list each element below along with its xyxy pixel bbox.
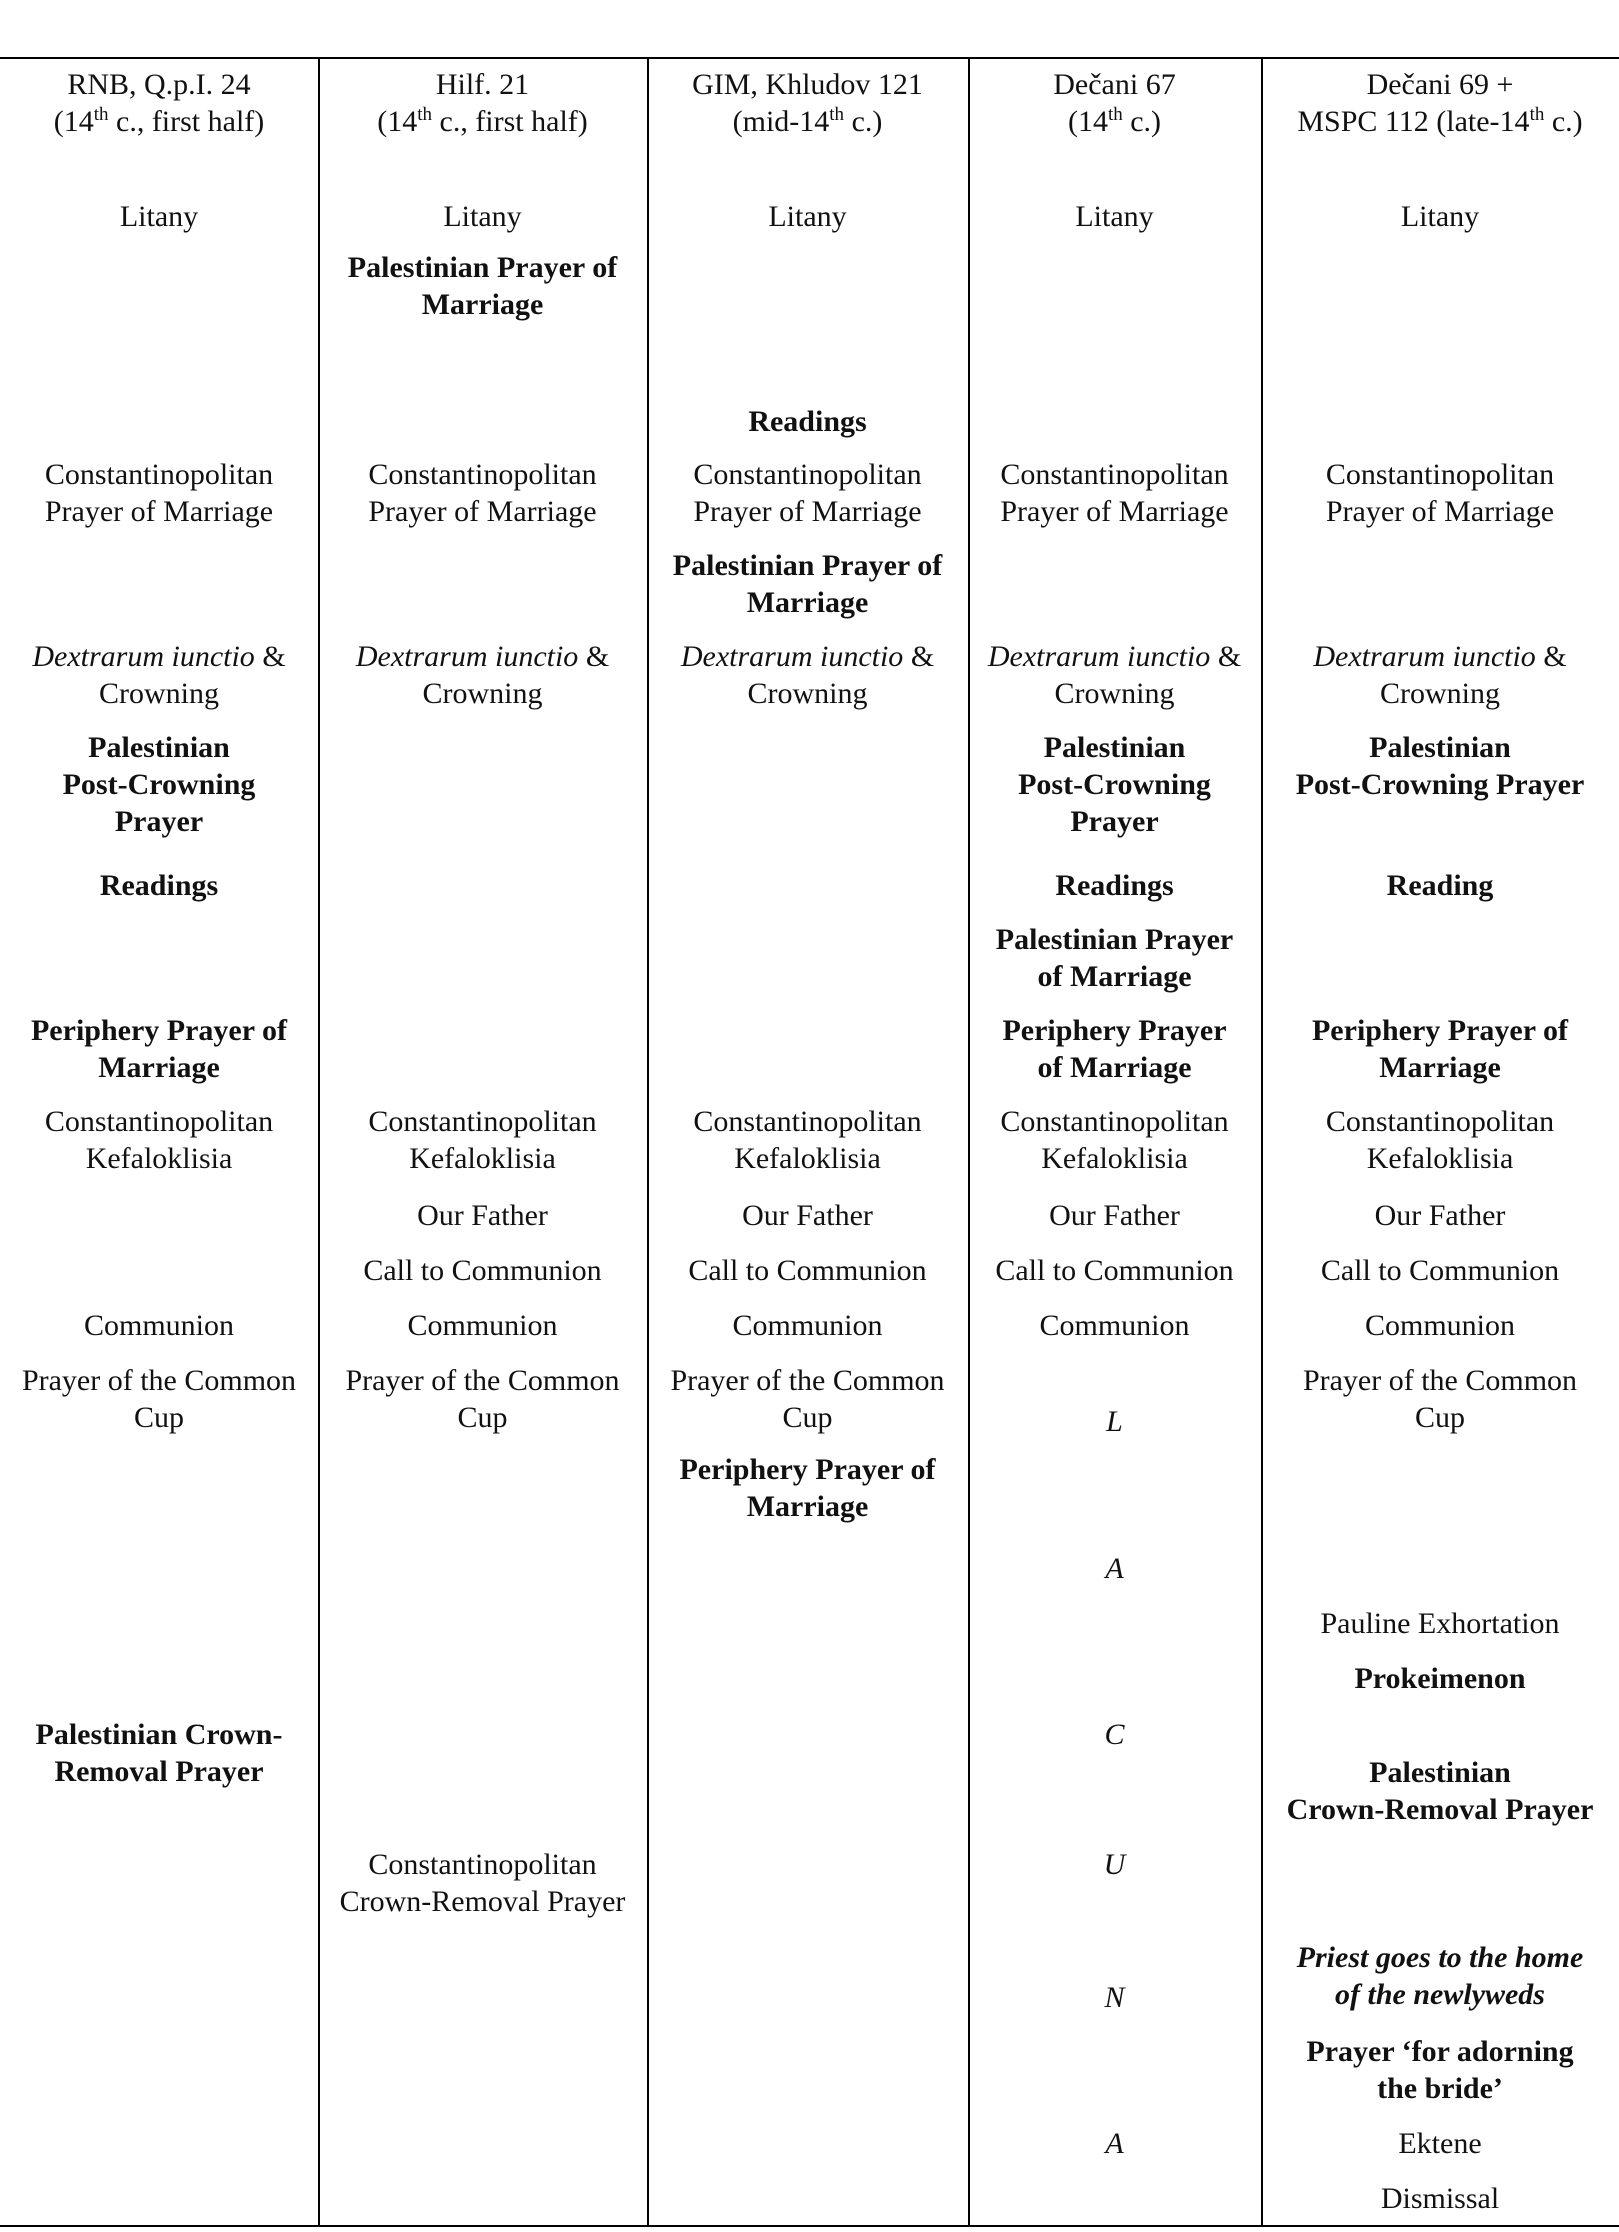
cell-line: Palestinian Prayer bbox=[995, 923, 1234, 956]
cell-line: Ektene bbox=[1398, 2127, 1482, 2160]
cell-line: Our Father bbox=[742, 1199, 873, 1232]
cell-line: Marriage bbox=[98, 1051, 220, 1084]
cell-line: Post-Crowning bbox=[1018, 768, 1211, 801]
cell-pal-crown-removal-b bbox=[1261, 1754, 1619, 1828]
cell-line: Palestinian bbox=[1043, 731, 1186, 764]
cell-line: Constantinopolitan bbox=[1325, 1105, 1555, 1138]
cell-prokeimenon bbox=[1261, 1660, 1619, 1697]
cell-pauline bbox=[1261, 1605, 1619, 1642]
cell-const-prayer bbox=[968, 456, 1261, 530]
cell-line: Litany bbox=[768, 200, 847, 233]
cell-line: Kefaloklisia bbox=[409, 1142, 556, 1175]
cell-line: Kefaloklisia bbox=[734, 1142, 881, 1175]
cell-line: Constantinopolitan bbox=[368, 1105, 597, 1138]
cell-line: Prayer of Marriage bbox=[693, 495, 922, 528]
cell-line: Palestinian Prayer of bbox=[672, 549, 943, 582]
header-line: Dečani 67 bbox=[1053, 68, 1176, 101]
cell-line: Prayer ‘for adorning bbox=[1306, 2035, 1574, 2068]
cell-line: Our Father bbox=[417, 1199, 548, 1232]
cell-line: Litany bbox=[443, 200, 522, 233]
cell-communion bbox=[968, 1307, 1261, 1344]
cell-line: Crowning bbox=[747, 677, 868, 710]
cell-line: Prayer of Marriage bbox=[1325, 495, 1555, 528]
cell-readings2 bbox=[968, 867, 1261, 904]
cell-line: Crowning bbox=[99, 677, 219, 710]
cell-line: Palestinian bbox=[1369, 1756, 1511, 1789]
cell-line: Readings bbox=[99, 869, 219, 902]
cell-dextrarum bbox=[0, 638, 318, 712]
cell-our-father bbox=[318, 1197, 647, 1234]
cell-line: Prayer bbox=[114, 805, 204, 838]
header-date-text: (mid-14 bbox=[732, 105, 830, 138]
ampersand-text: & bbox=[1535, 640, 1567, 673]
cell-line: Pauline Exhortation bbox=[1320, 1607, 1560, 1640]
cell-line: Marriage bbox=[421, 288, 544, 321]
cell-line: Litany bbox=[1400, 200, 1480, 233]
cell-communion bbox=[0, 1307, 318, 1344]
dextrarum-iunctio-text: Dextrarum iunctio bbox=[680, 640, 904, 673]
cell-kefaloklisia bbox=[318, 1103, 647, 1177]
header-date-text: (14 bbox=[1067, 105, 1108, 138]
cell-periphery1 bbox=[0, 1012, 318, 1086]
cell-line: Readings bbox=[1055, 869, 1174, 902]
cell-line: Constantinopolitan bbox=[368, 458, 597, 491]
cell-pal-prayer-lower bbox=[968, 921, 1261, 995]
cell-dismissal bbox=[1261, 2180, 1619, 2217]
cell-pal-prayer-mid bbox=[647, 547, 968, 621]
cell-line: Our Father bbox=[1374, 1199, 1506, 1232]
cell-line: of Marriage bbox=[1037, 1051, 1192, 1084]
cell-line: Dismissal bbox=[1380, 2182, 1500, 2215]
header-date-text: c.) bbox=[844, 105, 883, 138]
header-date bbox=[318, 103, 647, 140]
header-date-text: c.) bbox=[1544, 105, 1583, 138]
cell-line: Constantinopolitan bbox=[368, 1848, 597, 1881]
cell-communion bbox=[318, 1307, 647, 1344]
cell-line: Crowning bbox=[422, 677, 543, 710]
header-date bbox=[647, 103, 968, 140]
cell-our-father bbox=[968, 1197, 1261, 1234]
column-header bbox=[0, 66, 318, 140]
header-date-sup: th bbox=[93, 104, 109, 125]
cell-line: Palestinian bbox=[1369, 731, 1511, 764]
cell-line: Prayer of Marriage bbox=[368, 495, 597, 528]
header-date-text: c.) bbox=[1122, 105, 1162, 138]
header-date-text: c., first half) bbox=[108, 105, 265, 138]
cell-call bbox=[1261, 1252, 1619, 1289]
cell-line: Constantinopolitan bbox=[1325, 458, 1555, 491]
cell-pal-crown-removal-a bbox=[0, 1716, 318, 1790]
cell-lacuna-n bbox=[968, 1979, 1261, 2016]
header-date-text: MSPC 112 (late-14 bbox=[1297, 105, 1530, 138]
cell-line: Crown-Removal Prayer bbox=[339, 1885, 626, 1918]
dextrarum-iunctio-text: Dextrarum iunctio bbox=[1313, 640, 1536, 673]
header-date-text: (14 bbox=[377, 105, 418, 138]
cell-line: Cup bbox=[457, 1401, 508, 1434]
cell-line: Communion bbox=[407, 1309, 558, 1342]
cell-lacuna-a1 bbox=[968, 1550, 1261, 1587]
cell-post-crowning bbox=[968, 729, 1261, 840]
header-line: Hilf. 21 bbox=[435, 68, 530, 101]
column-header bbox=[968, 66, 1261, 140]
header-date-sup: th bbox=[417, 104, 432, 125]
cell-line: Prayer of Marriage bbox=[1000, 495, 1229, 528]
column-header bbox=[318, 66, 647, 140]
cell-kefaloklisia bbox=[0, 1103, 318, 1177]
header-date-sup: th bbox=[829, 104, 845, 125]
cell-line: Call to Communion bbox=[995, 1254, 1234, 1287]
cell-line: A bbox=[1105, 2127, 1124, 2160]
ampersand-text: & bbox=[1210, 640, 1242, 673]
cell-line: Periphery Prayer of bbox=[30, 1014, 287, 1047]
cell-line: Prokeimenon bbox=[1354, 1662, 1526, 1695]
cell-line: Periphery Prayer of bbox=[1311, 1014, 1568, 1047]
cell-our-father bbox=[1261, 1197, 1619, 1234]
cell-const-prayer bbox=[318, 456, 647, 530]
cell-dextrarum bbox=[968, 638, 1261, 712]
cell-kefaloklisia bbox=[647, 1103, 968, 1177]
header-line: Dečani 69 + bbox=[1366, 68, 1514, 101]
cell-line: Removal Prayer bbox=[54, 1755, 264, 1788]
cell-communion bbox=[647, 1307, 968, 1344]
cell-line: Palestinian Crown- bbox=[35, 1718, 283, 1751]
cell-kefaloklisia bbox=[968, 1103, 1261, 1177]
ampersand-text: & bbox=[254, 640, 286, 673]
cell-our-father bbox=[647, 1197, 968, 1234]
header-date-sup: th bbox=[1529, 104, 1545, 125]
cell-dextrarum bbox=[647, 638, 968, 712]
cell-line: Priest goes to the home bbox=[1296, 1941, 1584, 1974]
cell-periphery1 bbox=[1261, 1012, 1619, 1086]
cell-readings2 bbox=[1261, 867, 1619, 904]
cell-lacuna-u bbox=[968, 1846, 1261, 1883]
cell-litany bbox=[0, 198, 318, 235]
cell-litany bbox=[647, 198, 968, 235]
cell-litany bbox=[1261, 198, 1619, 235]
cell-call bbox=[318, 1252, 647, 1289]
dextrarum-iunctio-text: Dextrarum iunctio bbox=[355, 640, 579, 673]
ampersand-text: & bbox=[903, 640, 935, 673]
cell-line: Post-Crowning bbox=[62, 768, 256, 801]
cell-line: Constantinopolitan bbox=[1000, 458, 1229, 491]
cell-call bbox=[647, 1252, 968, 1289]
cell-line: Palestinian Prayer of bbox=[347, 251, 618, 284]
header-date-text: c., first half) bbox=[432, 105, 588, 138]
ampersand-text: & bbox=[578, 640, 610, 673]
cell-litany bbox=[968, 198, 1261, 235]
column-header bbox=[1261, 66, 1619, 140]
cell-line: Periphery Prayer of bbox=[679, 1453, 936, 1486]
cell-line: Call to Communion bbox=[363, 1254, 602, 1287]
cell-readings2 bbox=[0, 867, 318, 904]
cell-line: Palestinian bbox=[88, 731, 230, 764]
cell-readings1 bbox=[647, 403, 968, 440]
cell-line: L bbox=[1106, 1405, 1123, 1438]
cell-ektene bbox=[1261, 2125, 1619, 2162]
dextrarum-iunctio-text: Dextrarum iunctio bbox=[32, 640, 255, 673]
cell-dextrarum bbox=[1261, 638, 1619, 712]
cell-line: Prayer of the Common bbox=[1302, 1364, 1578, 1397]
cell-line: of Marriage bbox=[1037, 960, 1192, 993]
cell-periphery2 bbox=[647, 1451, 968, 1525]
cell-call bbox=[968, 1252, 1261, 1289]
cell-post-crowning bbox=[0, 729, 318, 840]
cell-line: Litany bbox=[119, 200, 199, 233]
dextrarum-iunctio-text: Dextrarum iunctio bbox=[987, 640, 1211, 673]
cell-line: Periphery Prayer bbox=[1002, 1014, 1227, 1047]
cell-pal-prayer-top bbox=[318, 249, 647, 323]
cell-line: Our Father bbox=[1049, 1199, 1180, 1232]
cell-line: Call to Communion bbox=[1320, 1254, 1560, 1287]
cell-line: of the newlyweds bbox=[1335, 1978, 1545, 2011]
cell-line: Kefaloklisia bbox=[1041, 1142, 1188, 1175]
cell-line: Prayer of Marriage bbox=[44, 495, 274, 528]
cell-priest-goes bbox=[1261, 1939, 1619, 2013]
cell-line: Marriage bbox=[746, 1490, 869, 1523]
cell-line: Readings bbox=[748, 405, 867, 438]
cell-line: Litany bbox=[1075, 200, 1154, 233]
cell-line: Constantinopolitan bbox=[693, 1105, 922, 1138]
cell-line: N bbox=[1104, 1981, 1125, 2014]
cell-line: Prayer of the Common bbox=[670, 1364, 945, 1397]
header-date-text: (14 bbox=[53, 105, 94, 138]
cell-line: Marriage bbox=[746, 586, 869, 619]
cell-line: Constantinopolitan bbox=[44, 1105, 274, 1138]
cell-post-crowning bbox=[1261, 729, 1619, 803]
cell-line: Cup bbox=[133, 1401, 184, 1434]
header-line: GIM, Khludov 121 bbox=[692, 68, 923, 101]
cell-line: Prayer of the Common bbox=[345, 1364, 620, 1397]
cell-line: Crowning bbox=[1054, 677, 1175, 710]
cell-common-cup bbox=[318, 1362, 647, 1436]
cell-common-cup bbox=[647, 1362, 968, 1436]
header-date bbox=[1261, 103, 1619, 140]
cell-dextrarum bbox=[318, 638, 647, 712]
header-date-sup: th bbox=[1107, 104, 1123, 125]
cell-line: Kefaloklisia bbox=[85, 1142, 233, 1175]
cell-line: Reading bbox=[1386, 869, 1494, 902]
cell-common-cup bbox=[1261, 1362, 1619, 1436]
comparison-table bbox=[0, 57, 1619, 2227]
cell-line: the bride’ bbox=[1377, 2072, 1503, 2105]
cell-line: Constantinopolitan bbox=[44, 458, 274, 491]
cell-line: Crown-Removal Prayer bbox=[1286, 1793, 1594, 1826]
cell-const-prayer bbox=[647, 456, 968, 530]
cell-const-crown-removal bbox=[318, 1846, 647, 1920]
column-header bbox=[647, 66, 968, 140]
cell-line: Cup bbox=[1414, 1401, 1465, 1434]
cell-periphery1 bbox=[968, 1012, 1261, 1086]
cell-const-prayer bbox=[0, 456, 318, 530]
cell-line: Kefaloklisia bbox=[1366, 1142, 1514, 1175]
cell-common-cup bbox=[0, 1362, 318, 1436]
cell-litany bbox=[318, 198, 647, 235]
cell-lacuna-a2 bbox=[968, 2125, 1261, 2162]
cell-line: Constantinopolitan bbox=[693, 458, 922, 491]
cell-line: U bbox=[1103, 1848, 1126, 1881]
cell-lacuna-l bbox=[968, 1403, 1261, 1440]
cell-kefaloklisia bbox=[1261, 1103, 1619, 1177]
cell-adorning bbox=[1261, 2033, 1619, 2107]
cell-line: Communion bbox=[732, 1309, 883, 1342]
cell-line: A bbox=[1105, 1552, 1124, 1585]
cell-line: Cup bbox=[782, 1401, 833, 1434]
header-date bbox=[968, 103, 1261, 140]
cell-const-prayer bbox=[1261, 456, 1619, 530]
cell-line: Post-Crowning Prayer bbox=[1295, 768, 1585, 801]
cell-line: Prayer bbox=[1070, 805, 1159, 838]
cell-communion bbox=[1261, 1307, 1619, 1344]
cell-line: C bbox=[1104, 1718, 1125, 1751]
cell-line: Marriage bbox=[1379, 1051, 1501, 1084]
cell-line: Crowning bbox=[1380, 677, 1500, 710]
cell-line: Communion bbox=[83, 1309, 234, 1342]
cell-line: Communion bbox=[1039, 1309, 1190, 1342]
header-line: RNB, Q.p.I. 24 bbox=[67, 68, 251, 101]
cell-line: Prayer of the Common bbox=[21, 1364, 297, 1397]
header-date bbox=[0, 103, 318, 140]
cell-line: Communion bbox=[1364, 1309, 1515, 1342]
cell-lacuna-c bbox=[968, 1716, 1261, 1753]
cell-line: Call to Communion bbox=[688, 1254, 927, 1287]
cell-line: Constantinopolitan bbox=[1000, 1105, 1229, 1138]
